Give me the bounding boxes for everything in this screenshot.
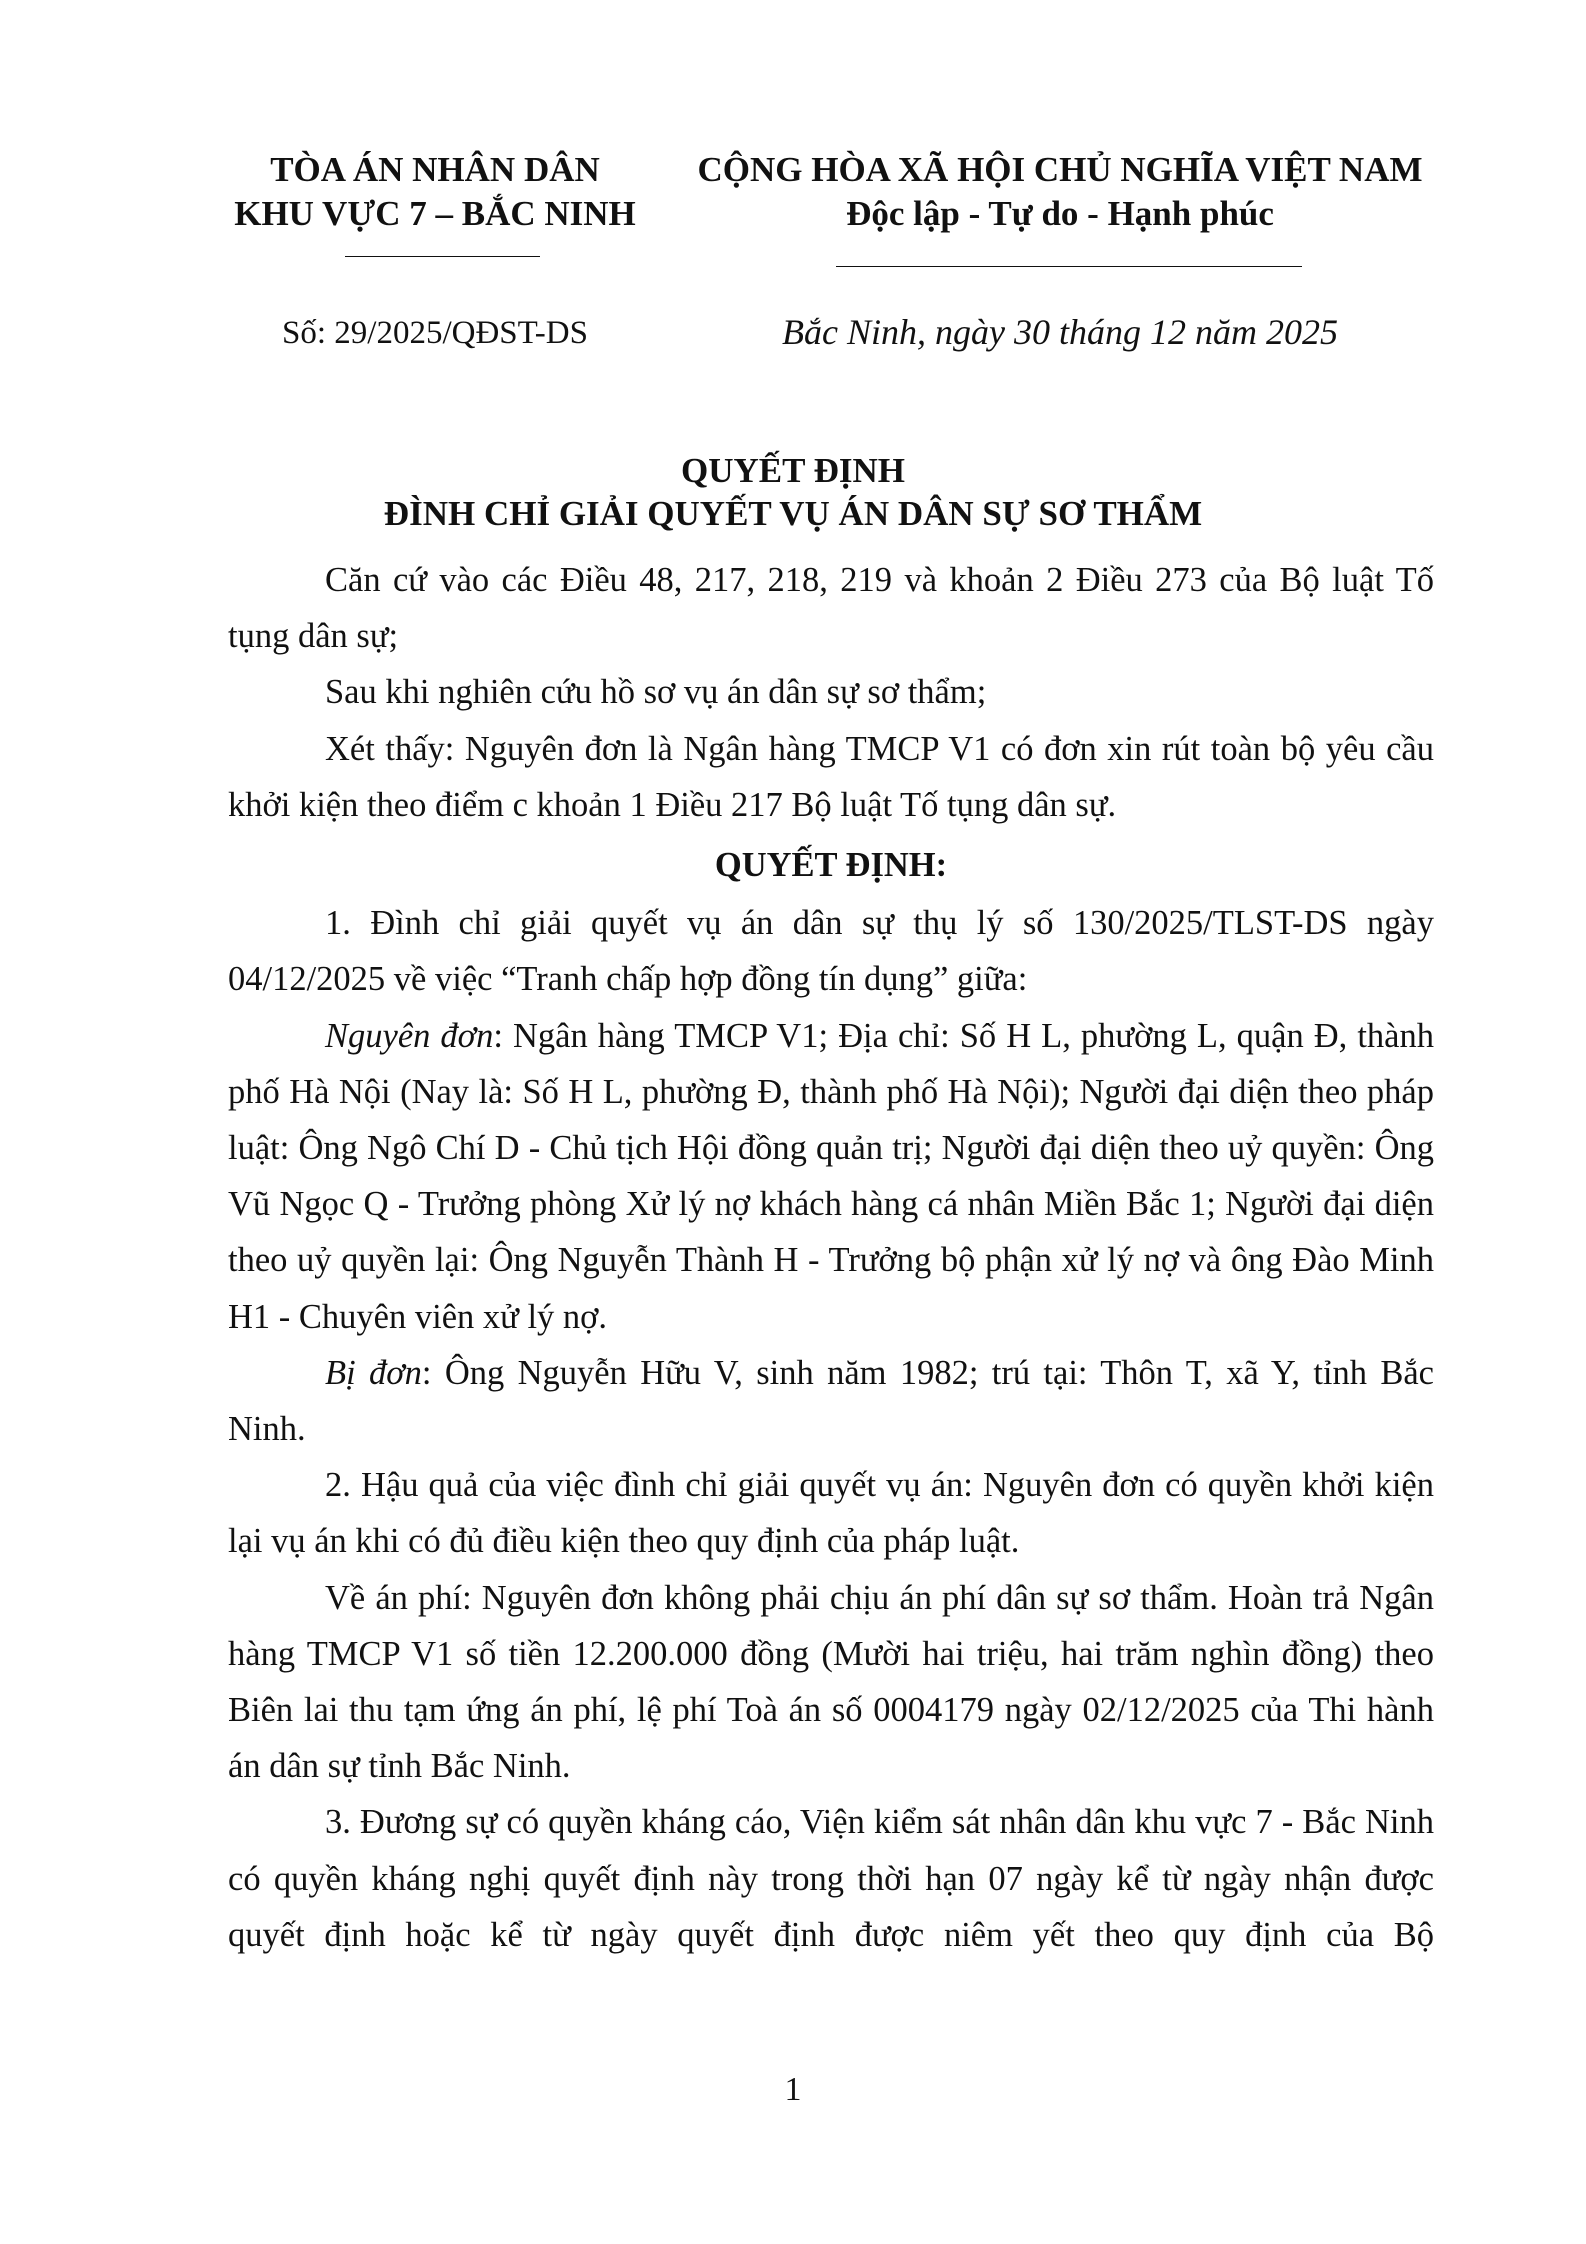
national-header [690, 148, 1430, 236]
document-subtitle: ĐÌNH CHỈ GIẢI QUYẾT VỤ ÁN DÂN SỰ SƠ THẨM [383, 494, 1203, 533]
document-body [228, 552, 1434, 1963]
defendant-paragraph [228, 1345, 1434, 1457]
place-and-date: Bắc Ninh, ngày 30 tháng 12 năm 2025 [782, 312, 1338, 352]
court-header [225, 148, 645, 236]
court-name-line1: TÒA ÁN NHÂN DÂN [270, 150, 600, 189]
finding-paragraph: Xét thấy: Nguyên đơn là Ngân hàng TMCP V1 có đơn xin rút toàn bộ yêu cầu khởi kiện theo điểm c khoản 1 Điều 217 Bộ luật Tố tụng dân sự. [228, 729, 1434, 824]
review-paragraph: Sau khi nghiên cứu hồ sơ vụ án dân sự sơ thẩm; [325, 673, 987, 712]
plaintiff-details: : Ngân hàng TMCP V1; Địa chỉ: Số H L, phường L, quận Đ, thành phố Hà Nội (Nay là: Số H L, phường Đ, thành phố Hà Nội); Người đại diện theo pháp luật: Ông Ngô Chí D - Chủ tịch Hội đồng quản trị; Người đại diện theo uỷ quyền: Ông Vũ Ngọc Q - Trưởng phòng Xử lý nợ khách hàng cá nhân Miền Bắc 1; Người đại diện theo uỷ quyền lại: Ông Nguyễn Thành H - Trưởng bộ phận xử lý nợ và ông Đào Minh H1 - Chuyên viên xử lý nợ. [228, 1016, 1434, 1336]
legal-basis-paragraph: Căn cứ vào các Điều 48, 217, 218, 219 và khoản 2 Điều 273 của Bộ luật Tố tụng dân sự; [228, 561, 1434, 656]
court-header-divider [345, 256, 540, 257]
plaintiff-paragraph [228, 1008, 1434, 1345]
decision-item-3: 3. Đương sự có quyền kháng cáo, Viện kiểm sát nhân dân khu vực 7 - Bắc Ninh có quyền kháng nghị quyết định này trong thời hạn 07 ngày kể từ ngày nhận được quyết định hoặc kể từ ngày quyết định được niêm yết theo quy định của Bộ [228, 1803, 1434, 1954]
document-number: Số: 29/2025/QĐST-DS [282, 315, 588, 351]
decision-heading: QUYẾT ĐỊNH: [714, 846, 948, 885]
plaintiff-label: Nguyên đơn [325, 1016, 494, 1055]
defendant-label: Bị đơn [325, 1353, 422, 1392]
defendant-details: : Ông Nguyễn Hữu V, sinh năm 1982; trú tại: Thôn T, xã Y, tỉnh Bắc Ninh. [228, 1353, 1434, 1449]
court-fee-paragraph: Về án phí: Nguyên đơn không phải chịu án phí dân sự sơ thẩm. Hoàn trả Ngân hàng TMCP V1 số tiền 12.200.000 đồng (Mười hai triệu, hai trăm nghìn đồng) theo Biên lai thu tạm ứng án phí, lệ phí Toà án số 0004179 ngày 02/12/2025 của Thi hành án dân sự tỉnh Bắc Ninh. [228, 1578, 1434, 1786]
motto-divider [836, 266, 1302, 267]
page-number: 1 [784, 2071, 802, 2108]
national-title: CỘNG HÒA XÃ HỘI CHỦ NGHĨA VIỆT NAM [697, 150, 1423, 189]
decision-item-2: 2. Hậu quả của việc đình chỉ giải quyết vụ án: Nguyên đơn có quyền khởi kiện lại vụ án khi có đủ điều kiện theo quy định của pháp luật. [228, 1466, 1434, 1561]
court-name-line2: KHU VỰC 7 – BẮC NINH [234, 194, 636, 233]
decision-item-1: 1. Đình chỉ giải quyết vụ án dân sự thụ lý số 130/2025/TLST-DS ngày 04/12/2025 về việc “Tranh chấp hợp đồng tín dụng” giữa: [228, 904, 1434, 999]
document-title: QUYẾT ĐỊNH [681, 451, 905, 490]
national-motto: Độc lập - Tự do - Hạnh phúc [846, 194, 1274, 233]
